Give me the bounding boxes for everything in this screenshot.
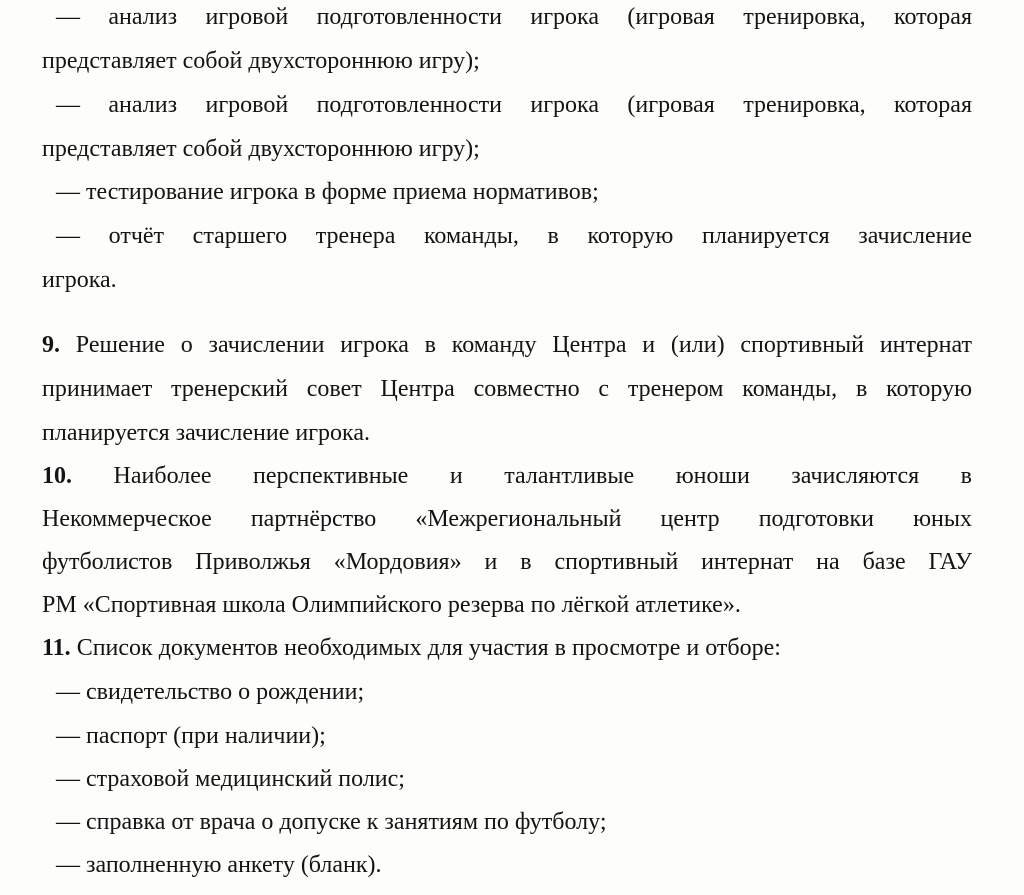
list-item: — свидетельство о рождении; bbox=[56, 679, 365, 705]
list-item: — анализ игровой подготовленности игрока (игровая тренировка, которая bbox=[56, 4, 972, 30]
text-line: футболистов Приволжья «Мордовия» и в спортивный интернат на базе ГАУ bbox=[42, 549, 972, 575]
text-line: планируется зачисление игрока. bbox=[42, 420, 370, 446]
section-number: 10. bbox=[42, 463, 72, 489]
list-item: — страховой медицинский полис; bbox=[56, 766, 405, 792]
list-item: — тестирование игрока в форме приема нормативов; bbox=[56, 179, 599, 205]
section-text: Список документов необходимых для участия в просмотре и отборе: bbox=[76, 635, 781, 661]
section-11-line bbox=[42, 633, 972, 663]
text-line: принимает тренерский совет Центра совместно с тренером команды, в которую bbox=[42, 376, 972, 402]
section-text: Решение о зачислении игрока в команду Центра и (или) спортивный интернат bbox=[75, 332, 973, 358]
text-line: представляет собой двухстороннюю игру); bbox=[42, 136, 480, 162]
text-line: представляет собой двухстороннюю игру); bbox=[42, 48, 480, 74]
list-item: — анализ игровой подготовленности игрока (игровая тренировка, которая bbox=[56, 92, 972, 118]
text-line: игрока. bbox=[42, 267, 117, 293]
section-text: Наиболее перспективные и талантливые юноши зачисляются в bbox=[113, 463, 973, 489]
list-item: — справка от врача о допуске к занятиям по футболу; bbox=[56, 809, 607, 835]
list-item: — паспорт (при наличии); bbox=[56, 723, 326, 749]
section-9-line bbox=[42, 330, 972, 360]
text-line: Некоммерческое партнёрство «Межрегиональный центр подготовки юных bbox=[42, 506, 972, 532]
list-item: — заполненную анкету (бланк). bbox=[56, 852, 382, 878]
section-number: 11. bbox=[42, 635, 71, 661]
list-item: — отчёт старшего тренера команды, в которую планируется зачисление bbox=[56, 223, 972, 249]
section-number: 9. bbox=[42, 332, 60, 358]
text-line: РМ «Спортивная школа Олимпийского резерва по лёгкой атлетике». bbox=[42, 592, 741, 618]
section-10-line bbox=[42, 461, 972, 491]
